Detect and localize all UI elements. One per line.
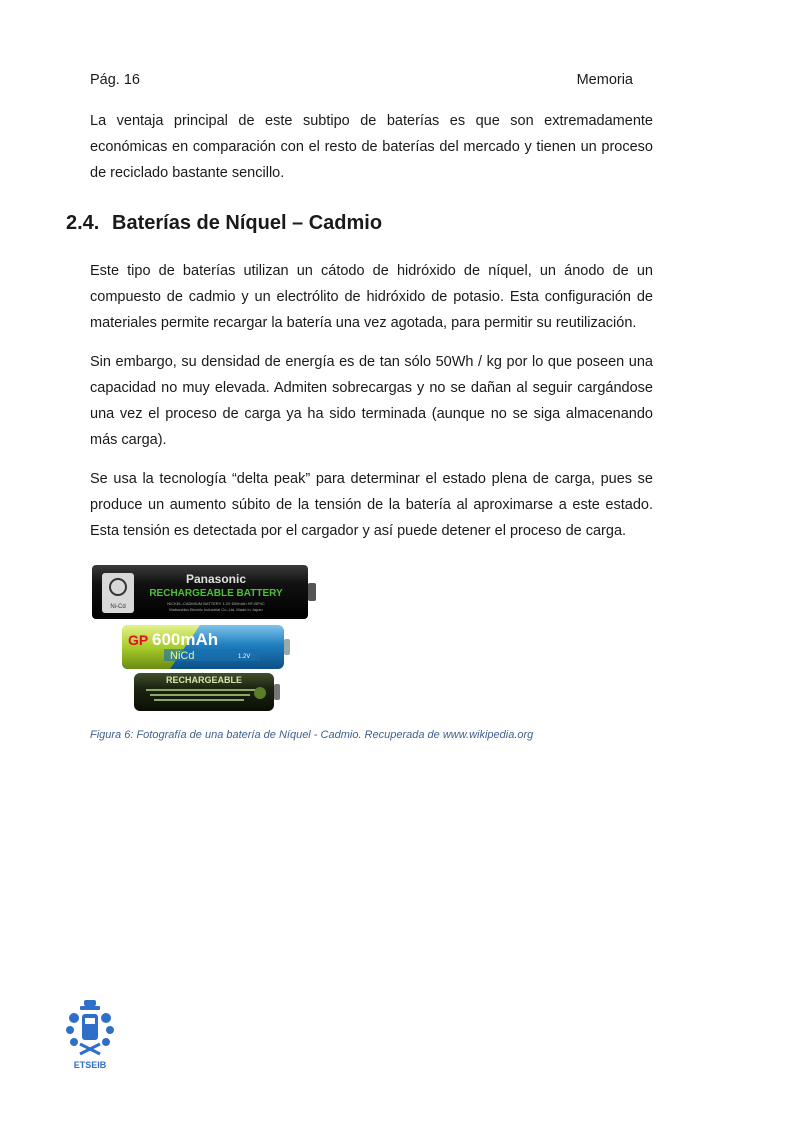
green-battery-label: RECHARGEABLE xyxy=(165,675,243,685)
nicd-badge: Ni-Cd xyxy=(110,604,126,610)
gp-battery xyxy=(122,625,290,669)
panasonic-brand: Panasonic xyxy=(185,572,247,586)
section-title: Baterías de Níquel – Cadmio xyxy=(112,212,383,234)
gp-logo: GP xyxy=(128,632,149,648)
battery-photo xyxy=(90,563,320,713)
green-battery xyxy=(134,673,280,711)
section-number: 2.4. xyxy=(66,212,100,234)
fine-print-2: Matsushita Electric Industrial Co.,Ltd. Made in Japan xyxy=(169,607,263,612)
etseib-logo xyxy=(62,998,118,1070)
figure-caption: Figura 6: Fotografía de una batería de Níquel - Cadmio. Recuperada de www.wikipedia.org xyxy=(90,729,534,741)
paragraph-1: Este tipo de baterías utilizan un cátodo de hidróxido de níquel, un ánodo de un compuesto de cadmio y un electrólito de hidróxido de potasio. Esta configuración de materiales permite recargar la batería una vez agotada, para permitir su reutilización. xyxy=(90,263,653,331)
paragraph-2: Sin embargo, su densidad de energía es de tan sólo 50Wh / kg por lo que poseen una capacidad no muy elevada. Admiten sobrecargas y no se dañan al seguir cargándose una vez el proceso de carga ya ha sido terminada (aunque no se siga almacenando más carga). xyxy=(90,354,653,448)
section-heading xyxy=(66,212,382,235)
gp-voltage: 1.2V xyxy=(238,654,251,660)
gp-capacity: 600mAh xyxy=(152,630,219,649)
running-header: Memoria xyxy=(576,72,633,88)
gp-chem: NiCd xyxy=(170,650,195,662)
rechargeable-label: RECHARGEABLE BATTERY xyxy=(149,588,283,599)
fine-print: NICKEL-CADMIUM BATTERY 1.2V 600mAh HF-BP4C xyxy=(167,601,265,606)
logo-text: ETSEIB xyxy=(73,1060,107,1070)
paragraph-3: Se usa la tecnología “delta peak” para determinar el estado plena de carga, pues se produce un aumento súbito de la tensión de la batería al aproximarse a este estado. Esta tensión es detectada por el cargador y así puede detener el proceso de carga. xyxy=(90,471,653,539)
page-number: Pág. 16 xyxy=(90,72,140,88)
panasonic-battery xyxy=(92,565,316,619)
intro-paragraph: La ventaja principal de este subtipo de baterías es que son extremadamente económicas en comparación con el resto de baterías del mercado y tienen un proceso de reciclado bastante sencillo. xyxy=(90,113,653,181)
